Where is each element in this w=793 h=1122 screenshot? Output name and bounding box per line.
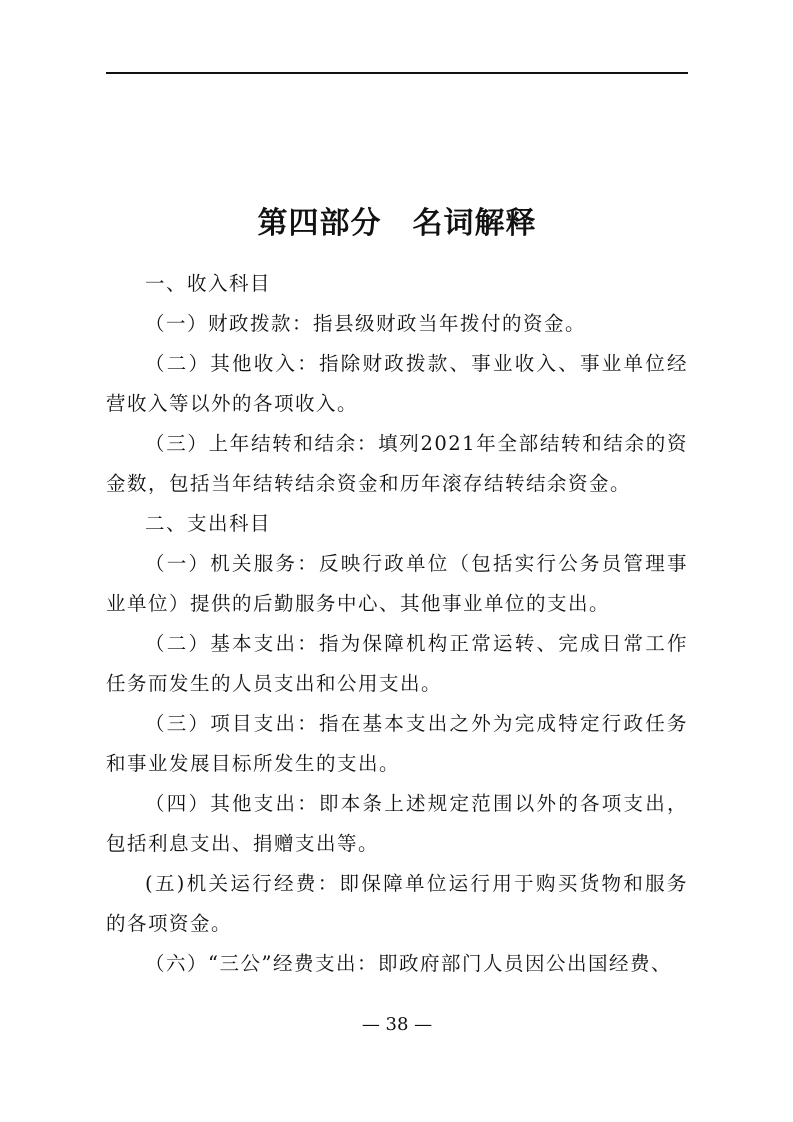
paragraph-other-income: （二）其他收入：指除财政拨款、事业收入、事业单位经营收入等以外的各项收入。 <box>106 352 688 415</box>
document-body <box>106 264 688 984</box>
paragraph-fiscal-appropriation: （一）财政拨款：指县级财政当年拨付的资金。 <box>145 312 587 335</box>
section-heading-income: 一、收入科目 <box>145 272 272 295</box>
section-heading-expenditure: 二、支出科目 <box>145 512 272 535</box>
header-rule <box>106 72 688 74</box>
paragraph-other-expenditure: （四）其他支出：即本条上述规定范围以外的各项支出，包括利息支出、捐赠支出等。 <box>106 792 688 855</box>
page-number: — 38 — <box>361 1014 433 1035</box>
paragraph-operating-expenses: (五)机关运行经费：即保障单位运行用于购买货物和服务的各项资金。 <box>106 872 688 935</box>
paragraph-carryover: （三）上年结转和结余：填列2021年全部结转和结余的资金数，包括当年结转结余资金和历年滚存结转结余资金。 <box>106 432 688 495</box>
paragraph-basic-expenditure: （二）基本支出：指为保障机构正常运转、完成日常工作任务而发生的人员支出和公用支出。 <box>106 632 688 695</box>
paragraph-three-public: （六）“三公”经费支出：即政府部门人员因公出国经费、 <box>145 952 672 975</box>
paragraph-agency-services: （一）机关服务：反映行政单位（包括实行公务员管理事业单位）提供的后勤服务中心、其他事业单位的支出。 <box>106 552 688 615</box>
paragraph-project-expenditure: （三）项目支出：指在基本支出之外为完成特定行政任务和事业发展目标所发生的支出。 <box>106 712 688 775</box>
page-title: 第四部分 名词解释 <box>257 206 537 242</box>
